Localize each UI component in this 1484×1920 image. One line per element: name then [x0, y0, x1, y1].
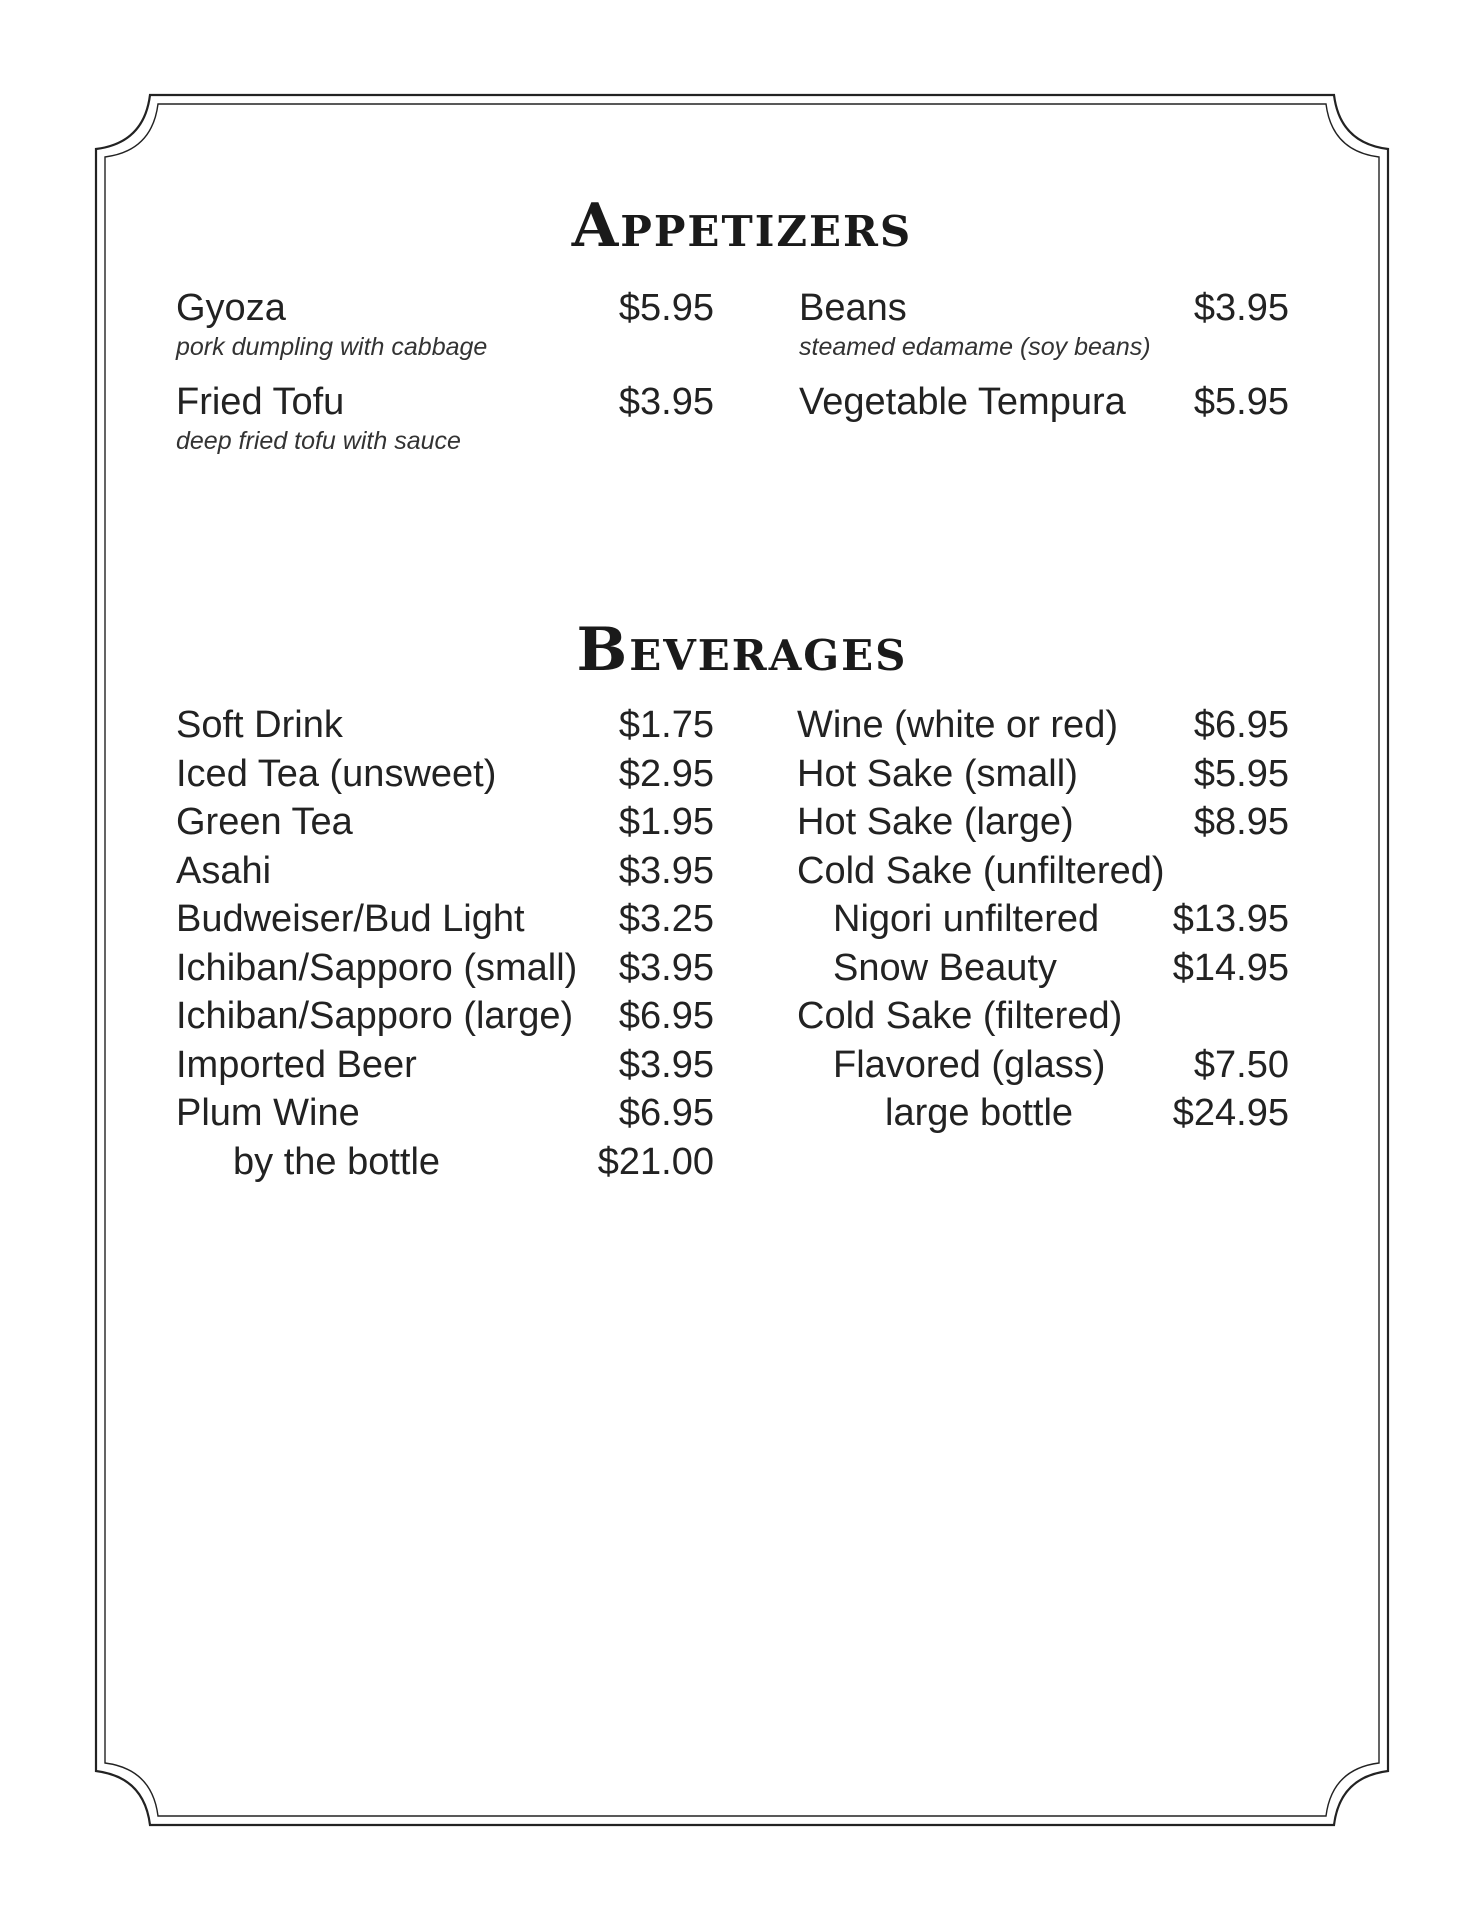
appetizers-right-column	[799, 286, 1289, 474]
menu-item	[797, 703, 1289, 752]
item-price: $3.95	[618, 946, 714, 989]
item-price: $21.00	[597, 1140, 714, 1183]
item-name: Snow Beauty	[833, 946, 1057, 989]
menu-item	[797, 1091, 1289, 1140]
item-name: Green Tea	[176, 801, 353, 843]
item-price: $3.95	[618, 1043, 714, 1086]
item-name: Asahi	[176, 849, 272, 892]
item-name: Iced Tea (unsweet)	[176, 752, 497, 795]
item-name: by the bottle	[233, 1140, 441, 1183]
menu-item	[176, 897, 714, 946]
item-price: $8.95	[1193, 801, 1289, 843]
item-price: $7.50	[1193, 1043, 1289, 1086]
item-name: Fried Tofu	[176, 381, 345, 423]
menu-item	[176, 380, 714, 474]
item-description: deep fried tofu with sauce	[176, 426, 461, 455]
item-price: $24.95	[1172, 1092, 1289, 1134]
item-price: $1.95	[618, 801, 714, 843]
item-name: Vegetable Tempura	[799, 381, 1126, 423]
menu-item	[797, 994, 1289, 1043]
item-price: $5.95	[618, 287, 714, 329]
appetizers-heading: Appetizers	[571, 191, 913, 261]
item-name: Hot Sake (large)	[797, 801, 1074, 843]
item-price: $6.95	[618, 1092, 714, 1134]
item-name: Gyoza	[176, 287, 286, 329]
item-name: Nigori unfiltered	[833, 898, 1100, 940]
menu-item	[799, 380, 1289, 474]
item-name: Hot Sake (small)	[797, 752, 1078, 795]
item-name: Wine (white or red)	[797, 704, 1118, 746]
item-name: Ichiban/Sapporo (large)	[176, 995, 574, 1037]
item-price: $2.95	[618, 752, 714, 795]
item-price: $3.95	[1193, 287, 1289, 329]
item-name: large bottle	[885, 1092, 1074, 1134]
item-name: Imported Beer	[176, 1043, 417, 1086]
menu-item	[176, 703, 714, 752]
menu-item	[799, 286, 1289, 380]
menu-item	[176, 286, 714, 380]
item-price: $14.95	[1172, 946, 1289, 989]
beverages-left-column	[176, 703, 714, 1188]
menu-item	[797, 1043, 1289, 1092]
menu-item	[176, 1043, 714, 1092]
menu-item	[176, 752, 714, 801]
menu-item	[176, 800, 714, 849]
menu-item	[176, 849, 714, 898]
menu-item	[176, 994, 714, 1043]
item-price: $3.95	[618, 849, 714, 892]
menu-item	[797, 849, 1289, 898]
item-name: Ichiban/Sapporo (small)	[176, 946, 578, 989]
item-price: $3.25	[618, 898, 714, 940]
menu-item	[797, 897, 1289, 946]
item-price: $5.95	[1193, 381, 1289, 423]
item-description: steamed edamame (soy beans)	[799, 332, 1151, 361]
item-name: Cold Sake (unfiltered)	[797, 849, 1165, 892]
item-name: Budweiser/Bud Light	[176, 898, 525, 940]
item-price: $13.95	[1172, 898, 1289, 940]
item-price: $6.95	[618, 995, 714, 1037]
menu-item	[797, 800, 1289, 849]
menu-item	[176, 1140, 714, 1189]
beverages-right-column	[797, 703, 1289, 1140]
item-name: Soft Drink	[176, 704, 343, 746]
item-name: Beans	[799, 287, 907, 329]
beverages-heading: Beverages	[576, 615, 908, 685]
menu-item	[797, 946, 1289, 995]
item-name: Cold Sake (filtered)	[797, 995, 1123, 1037]
item-name: Plum Wine	[176, 1092, 360, 1134]
item-price: $3.95	[618, 381, 714, 423]
item-description: pork dumpling with cabbage	[176, 332, 488, 361]
item-price: $6.95	[1193, 704, 1289, 746]
item-name: Flavored (glass)	[833, 1043, 1106, 1086]
appetizers-left-column	[176, 286, 714, 474]
menu-item	[797, 752, 1289, 801]
menu-item	[176, 946, 714, 995]
item-price: $1.75	[618, 704, 714, 746]
item-price: $5.95	[1193, 752, 1289, 795]
menu-item	[176, 1091, 714, 1140]
